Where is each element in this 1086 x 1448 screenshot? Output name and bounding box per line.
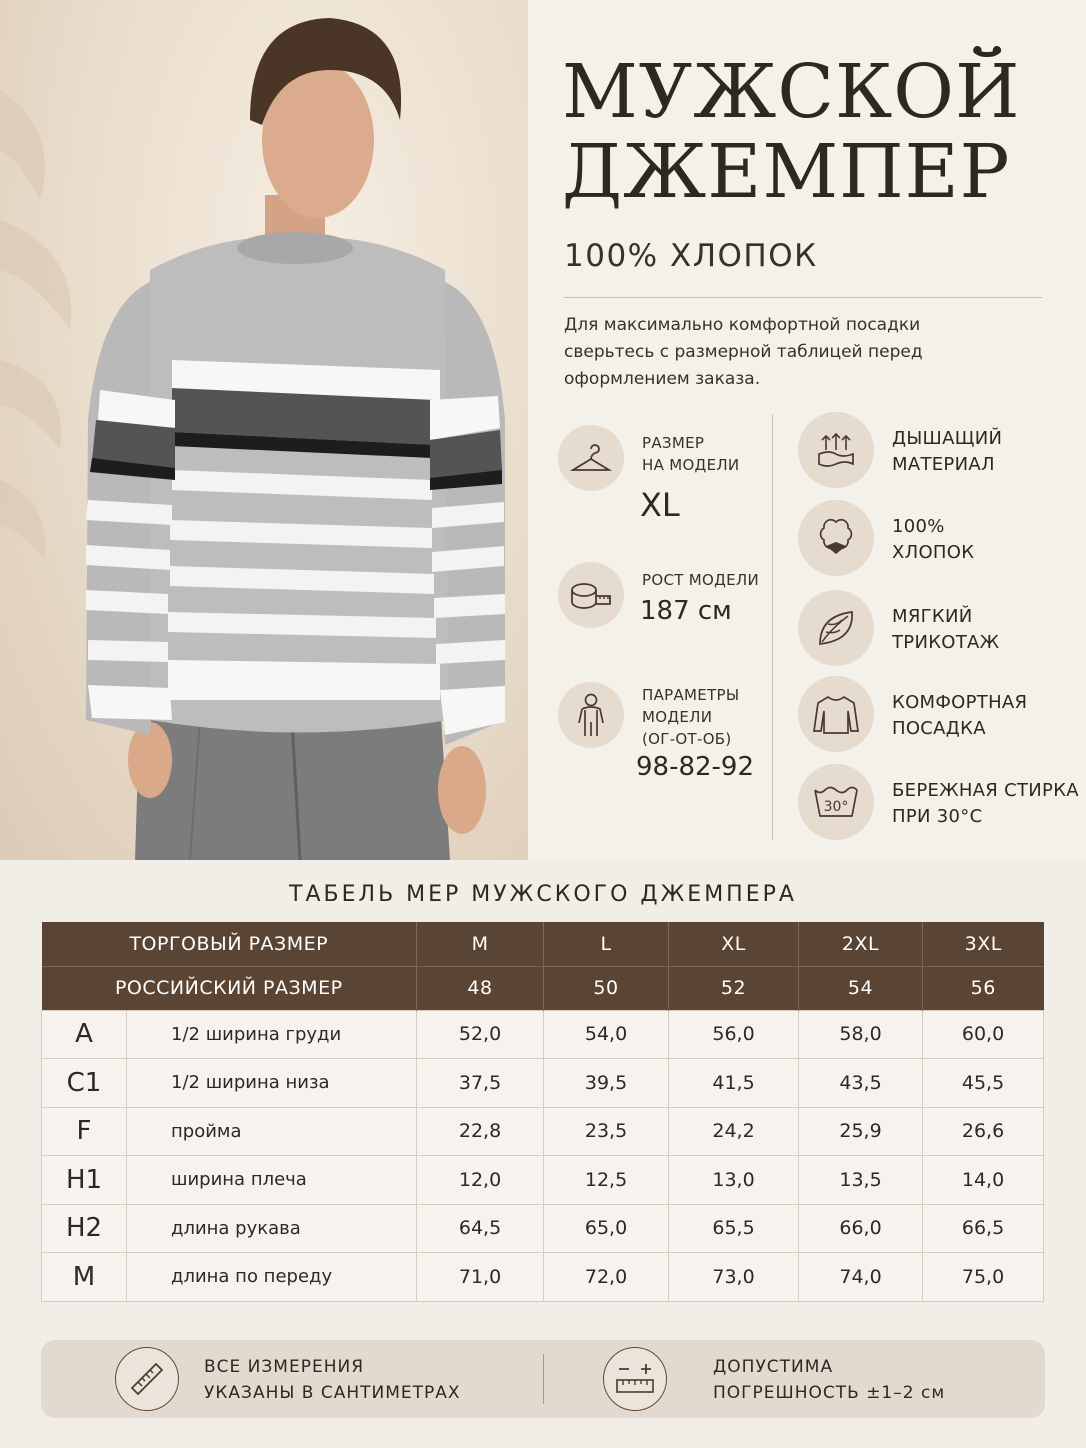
measuring-tape-icon	[558, 562, 624, 628]
model-height-value: 187 см	[640, 596, 732, 626]
sweater-icon	[798, 676, 874, 752]
ru-size-cell: 50	[544, 966, 669, 1010]
trade-size-label: ТОРГОВЫЙ РАЗМЕР	[42, 922, 417, 966]
measurement-value: 66,5	[923, 1204, 1044, 1253]
measurement-code: H2	[42, 1204, 127, 1253]
model-size-label-1: РАЗМЕР	[642, 434, 705, 452]
size-chart-title: ТАБЕЛЬ МЕР МУЖСКОГО ДЖЕМПЕРА	[289, 882, 797, 907]
info-panel	[528, 0, 1086, 860]
model-params-label-3: (ОГ-ОТ-ОБ)	[642, 730, 732, 748]
measurement-value: 25,9	[799, 1107, 923, 1156]
measurement-row	[42, 1156, 1044, 1205]
model-size-value: XL	[640, 486, 680, 524]
measurement-value: 75,0	[923, 1253, 1044, 1302]
measurement-name: ширина плеча	[127, 1156, 417, 1205]
feature-breathable-line1: ДЫШАЩИЙ	[892, 428, 1003, 449]
footer-units-text	[204, 1354, 461, 1406]
footer-tolerance-line1: ДОПУСТИМА	[713, 1357, 834, 1377]
feature-soft-knit-line2: ТРИКОТАЖ	[892, 632, 1000, 653]
wash-30-icon	[798, 764, 874, 840]
feature-soft-knit	[892, 604, 999, 656]
ruler-icon	[115, 1347, 179, 1411]
ru-size-row	[42, 966, 1044, 1010]
breathable-icon	[798, 412, 874, 488]
measurement-row	[42, 1253, 1044, 1302]
measurement-value: 54,0	[544, 1010, 669, 1059]
tolerance-icon	[603, 1347, 667, 1411]
measurement-name: 1/2 ширина груди	[127, 1010, 417, 1059]
measurement-value: 65,0	[544, 1204, 669, 1253]
measurement-code: A	[42, 1010, 127, 1059]
measurement-value: 37,5	[417, 1059, 544, 1108]
footer-units-line2: УКАЗАНЫ В САНТИМЕТРАХ	[204, 1383, 461, 1403]
model-params-value: 98-82-92	[636, 752, 755, 782]
measurement-name: пройма	[127, 1107, 417, 1156]
wash-temperature-badge: 30°	[823, 799, 849, 815]
hanger-icon	[558, 425, 624, 491]
feature-gentle-wash	[892, 778, 1079, 830]
model-height-label: РОСТ МОДЕЛИ	[642, 571, 760, 589]
measurement-value: 13,0	[669, 1156, 799, 1205]
feature-cotton	[892, 514, 974, 566]
feature-gentle-wash-line1: БЕРЕЖНАЯ СТИРКА	[892, 780, 1079, 801]
measurement-value: 45,5	[923, 1059, 1044, 1108]
model-size-label-2: НА МОДЕЛИ	[642, 456, 740, 474]
footer-tolerance-line2: ПОГРЕШНОСТЬ ±1–2 см	[713, 1383, 946, 1403]
page-title	[562, 49, 1021, 215]
model-params-label	[642, 684, 739, 750]
ru-size-cell: 54	[799, 966, 923, 1010]
trade-size-cell: L	[544, 922, 669, 966]
ru-size-cell: 52	[669, 966, 799, 1010]
measurement-value: 66,0	[799, 1204, 923, 1253]
feature-comfort-fit-line2: ПОСАДКА	[892, 718, 986, 739]
ru-size-cell: 48	[417, 966, 544, 1010]
measurement-code: H1	[42, 1156, 127, 1205]
measurement-row	[42, 1010, 1044, 1059]
model-photo	[0, 0, 528, 860]
measurement-value: 72,0	[544, 1253, 669, 1302]
measurement-value: 58,0	[799, 1010, 923, 1059]
feature-comfort-fit-line1: КОМФОРТНАЯ	[892, 692, 1028, 713]
measurement-value: 60,0	[923, 1010, 1044, 1059]
footer-divider	[543, 1354, 544, 1404]
model-illustration	[0, 0, 528, 860]
trade-size-cell: XL	[669, 922, 799, 966]
vertical-divider	[772, 414, 773, 840]
measurement-value: 39,5	[544, 1059, 669, 1108]
material-subtitle: 100% ХЛОПОК	[564, 238, 818, 274]
feature-comfort-fit	[892, 690, 1027, 742]
cotton-icon	[798, 500, 874, 576]
measurement-value: 41,5	[669, 1059, 799, 1108]
measurement-value: 23,5	[544, 1107, 669, 1156]
footer-tolerance-text	[713, 1354, 945, 1406]
measurement-row	[42, 1107, 1044, 1156]
measurement-value: 12,5	[544, 1156, 669, 1205]
measurement-value: 64,5	[417, 1204, 544, 1253]
feature-breathable	[892, 426, 1002, 478]
measurement-code: F	[42, 1107, 127, 1156]
measurement-value: 14,0	[923, 1156, 1044, 1205]
measurement-name: 1/2 ширина низа	[127, 1059, 417, 1108]
measurement-name: длина рукава	[127, 1204, 417, 1253]
trade-size-row	[42, 922, 1044, 966]
measurement-code: C1	[42, 1059, 127, 1108]
measurement-value: 13,5	[799, 1156, 923, 1205]
ru-size-label: РОССИЙСКИЙ РАЗМЕР	[42, 966, 417, 1010]
footer-note	[41, 1340, 1045, 1418]
model-params-label-2: МОДЕЛИ	[642, 708, 713, 726]
measurement-row	[42, 1059, 1044, 1108]
measurement-row	[42, 1204, 1044, 1253]
measurement-name: длина по переду	[127, 1253, 417, 1302]
feature-cotton-line2: ХЛОПОК	[892, 542, 975, 563]
trade-size-cell: 3XL	[923, 922, 1044, 966]
feature-soft-knit-line1: МЯГКИЙ	[892, 606, 973, 627]
model-params-label-1: ПАРАМЕТРЫ	[642, 686, 740, 704]
measurement-value: 74,0	[799, 1253, 923, 1302]
measurement-value: 22,8	[417, 1107, 544, 1156]
measurement-value: 43,5	[799, 1059, 923, 1108]
body-silhouette-icon	[558, 682, 624, 748]
measurement-value: 24,2	[669, 1107, 799, 1156]
model-size-label	[642, 432, 739, 476]
divider	[564, 297, 1042, 298]
measurement-value: 52,0	[417, 1010, 544, 1059]
measurement-value: 65,5	[669, 1204, 799, 1253]
feature-breathable-line2: МАТЕРИАЛ	[892, 454, 995, 475]
title-line-1: МУЖСКОЙ	[562, 49, 1021, 135]
measurement-value: 26,6	[923, 1107, 1044, 1156]
ru-size-cell: 56	[923, 966, 1044, 1010]
feature-cotton-line1: 100%	[892, 516, 945, 537]
measurement-value: 73,0	[669, 1253, 799, 1302]
size-chart-table	[41, 922, 1044, 1302]
size-advice-text: Для максимально комфортной посадки сверьтесь с размерной таблицей перед оформлением заказа.	[564, 315, 923, 389]
leaf-icon	[798, 590, 874, 666]
measurement-code: M	[42, 1253, 127, 1302]
footer-units-line1: ВСЕ ИЗМЕРЕНИЯ	[204, 1357, 365, 1377]
trade-size-cell: M	[417, 922, 544, 966]
measurement-value: 71,0	[417, 1253, 544, 1302]
trade-size-cell: 2XL	[799, 922, 923, 966]
measurement-value: 56,0	[669, 1010, 799, 1059]
feature-gentle-wash-line2: ПРИ 30°C	[892, 806, 983, 827]
title-line-2: ДЖЕМПЕР	[562, 129, 1011, 215]
measurement-value: 12,0	[417, 1156, 544, 1205]
